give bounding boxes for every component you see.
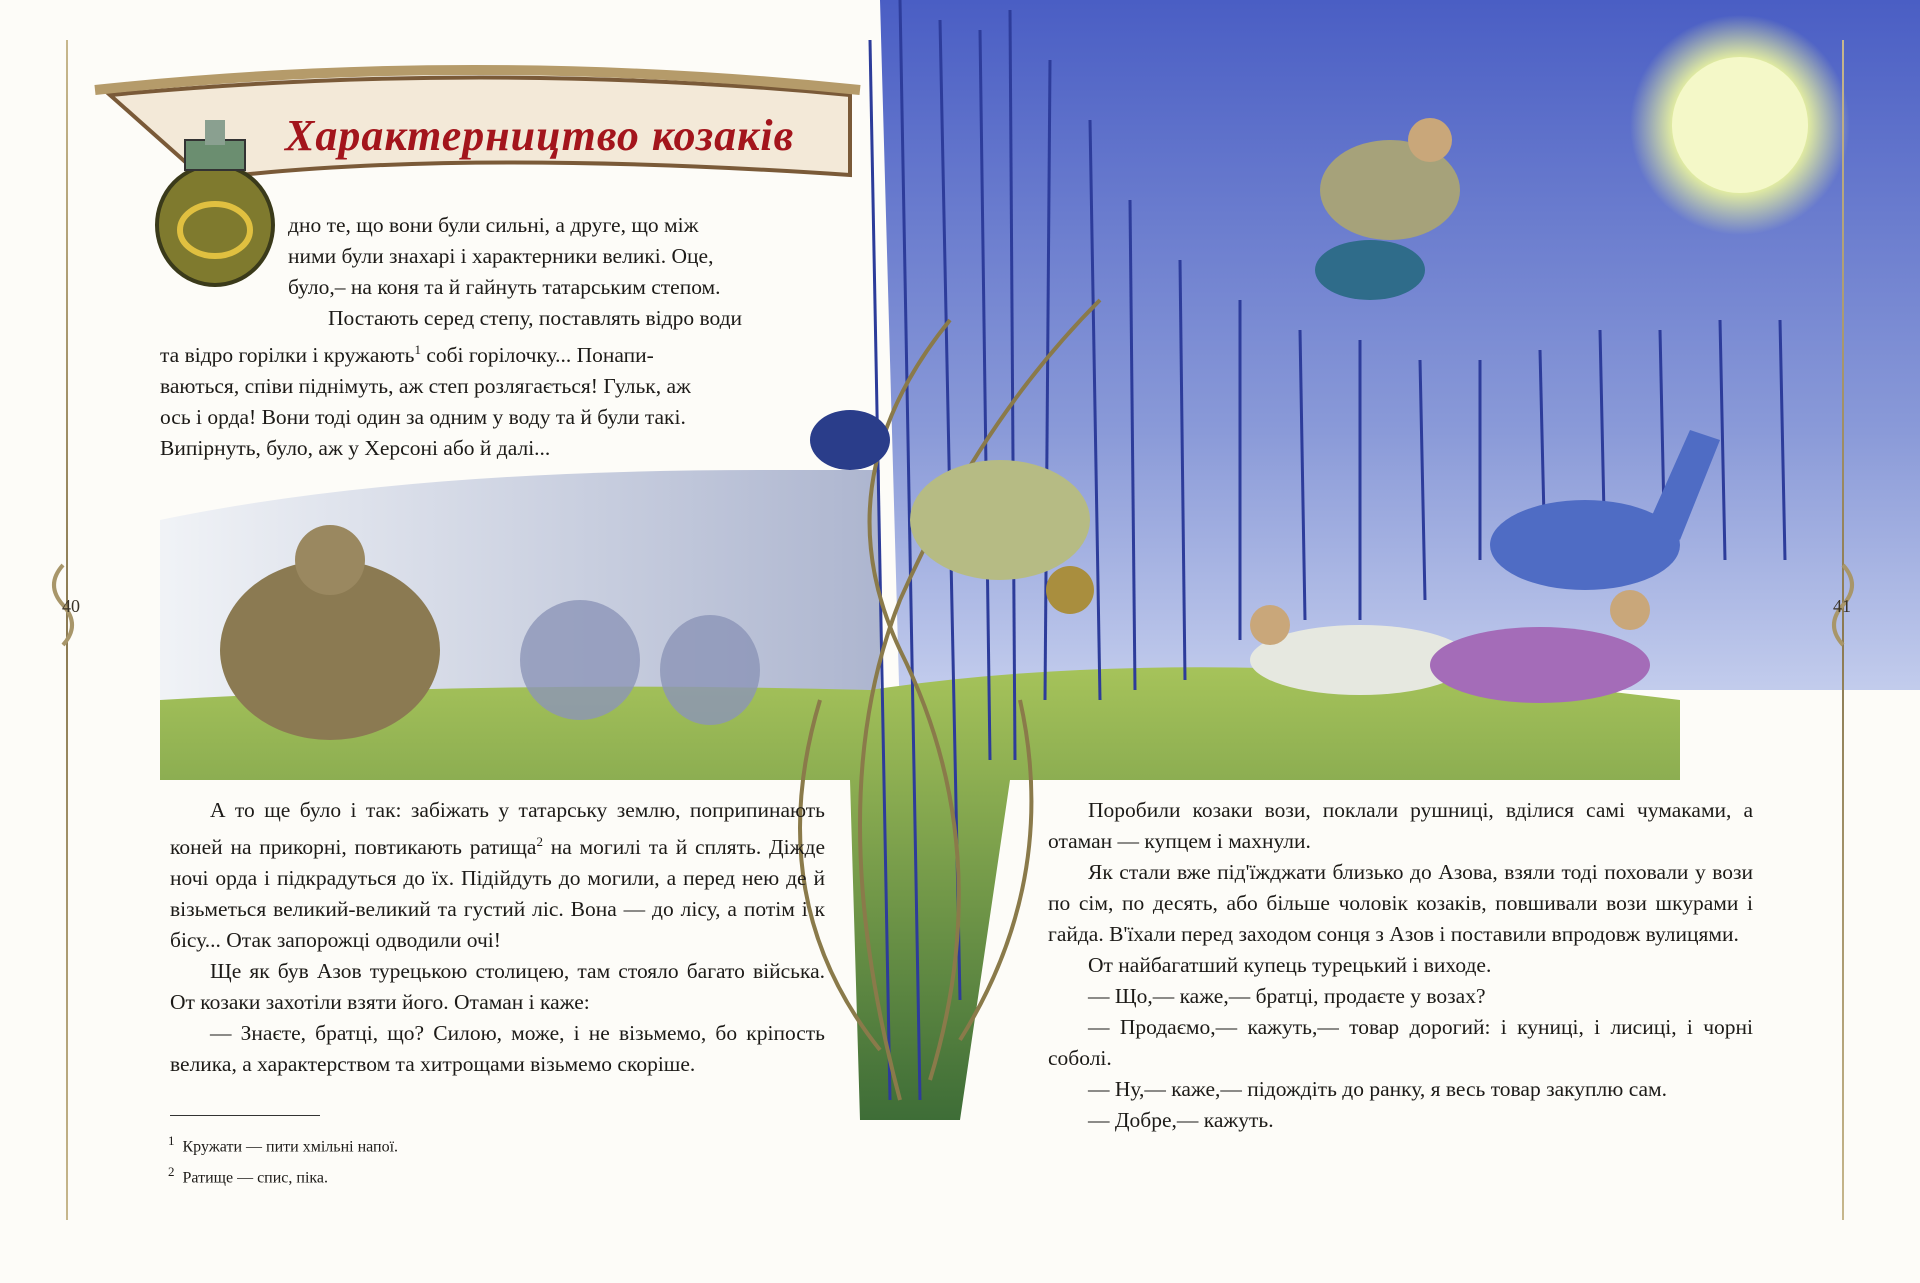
paragraph: — Добре,— кажуть. [1088, 1108, 1274, 1132]
paragraph: Як стали вже під'їжджати близько до Азова, взяли тоді поховали у вози по сім, по десять, або більше чоловік козаків, повшивали вози шкурами і гайда. В'їхали перед заходом сонця з Азов і поставили впродовж вулицями. [1048, 860, 1753, 946]
line: було,– на коня та й гайнуть татарським степом. [288, 275, 721, 299]
paragraph: — Що,— каже,— братці, продаєте у возах? [1088, 984, 1486, 1008]
bottom-right-text [1048, 795, 1753, 1136]
line: ось і орда! Вони тоді один за одним у воду та й були такі. [160, 405, 686, 430]
line: Випірнуть, було, аж у Херсоні або й далі... [160, 436, 551, 461]
line: дно те, що вони були сильні, а друге, що між [288, 213, 699, 237]
paragraph: А то ще було і так: забіжать у татарську землю, поприпинають коней на прикорні, повтикають ратища$^2$ на могилі та й сплять. Діжде ночі орда і підкрадуться до їх. Підійдуть до могили, а перед нею де й візьметься великий-великий та густий ліс. Вона — до лісу, а потім і к бісу... Отак запорожці одводили очі! [170, 798, 825, 953]
paragraph: Поробили козаки вози, поклали рушниці, вділися самі чумаками, а отаман — купцем і махнули. [1048, 798, 1753, 853]
moon-disc [1672, 57, 1808, 193]
footnote-1: $^1$ Кружати — пити хмільні напої. [168, 1133, 399, 1156]
page-number-right: 41 [1833, 596, 1851, 616]
chapter-title: Характерництво козаків [285, 111, 795, 160]
line: та відро горілки і кружають$^1$ собі горілочку... Понапи- [160, 342, 654, 368]
paragraph: — Знаєте, братці, що? Силою, може, і не візьмемо, бо кріпость велика, а характерством та хитрощами візьмемо скоріше. [170, 1021, 825, 1077]
line: ними були знахарі і характерники великі. Оце, [288, 244, 714, 268]
footnote-ref: 1 [414, 342, 421, 357]
footnote-2: $^2$ Ратище — спис, піка. [168, 1164, 329, 1187]
top-paragraph [288, 210, 823, 334]
footnote-ref: 2 [536, 834, 543, 849]
line: ваються, співи піднімуть, аж степ розлягається! Гульк, аж [160, 374, 691, 399]
bottom-left-text [170, 795, 825, 1080]
top-paragraph-cont [160, 334, 823, 464]
footnotes [168, 1128, 398, 1191]
footnote-divider [170, 1115, 320, 1116]
page-number-left: 40 [62, 596, 80, 616]
line: Постають серед степу, поставлять відро води [328, 306, 743, 330]
paragraph: Ще як був Азов турецькою столицею, там стояло багато війська. От козаки захотіли взяти його. Отаман і каже: [170, 959, 825, 1015]
paragraph: — Продаємо,— кажуть,— товар дорогий: і куниці, і лисиці, і чорні соболі. [1048, 1015, 1753, 1070]
paragraph: От найбагатший купець турецький і виходе. [1088, 953, 1492, 977]
paragraph: — Ну,— каже,— підождіть до ранку, я весь товар закуплю сам. [1088, 1077, 1668, 1101]
